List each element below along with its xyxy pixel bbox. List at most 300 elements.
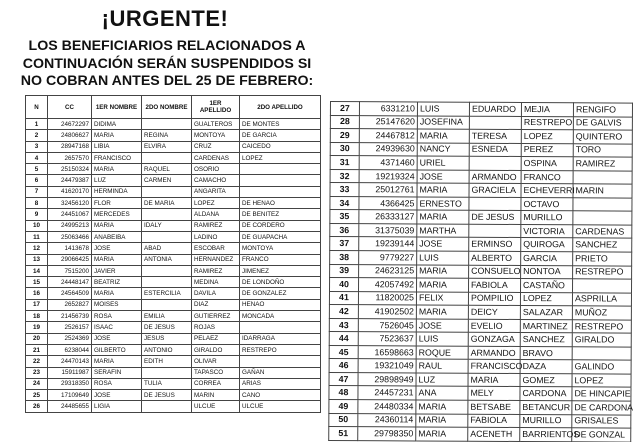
second-name-cell: DE JESUS bbox=[469, 211, 521, 225]
table-row bbox=[26, 175, 321, 186]
first-surname-cell: MARIN bbox=[192, 390, 240, 401]
second-name-cell: CONSUELO bbox=[469, 265, 521, 279]
second-surname-cell bbox=[572, 347, 631, 361]
cc-number-cell: 29318350 bbox=[48, 378, 92, 389]
first-surname-cell: BRAVO bbox=[520, 346, 572, 360]
first-name-cell: ROQUE bbox=[416, 346, 468, 360]
cc-number-cell: 29066425 bbox=[48, 254, 92, 265]
row-number-cell: 7 bbox=[26, 186, 48, 197]
second-surname-cell: LOPEZ bbox=[240, 152, 321, 163]
first-name-cell: LUIS bbox=[417, 251, 469, 265]
second-surname-cell bbox=[240, 164, 321, 175]
second-surname-cell: MARIN bbox=[573, 184, 632, 198]
first-surname-cell: ROJAS bbox=[192, 322, 240, 333]
second-name-cell: ERMINSO bbox=[469, 238, 521, 252]
row-number-cell: 43 bbox=[329, 318, 358, 332]
first-surname-cell: OSPINA bbox=[521, 157, 573, 171]
table-row bbox=[26, 265, 321, 276]
first-name-cell: MARIA bbox=[92, 356, 142, 367]
cc-number-cell: 29898949 bbox=[358, 373, 416, 387]
first-name-cell: LUZ bbox=[416, 373, 468, 387]
second-name-cell: GRACIELA bbox=[469, 184, 521, 198]
column-header-cc: CC bbox=[48, 96, 92, 119]
row-number-cell: 51 bbox=[329, 427, 358, 441]
first-surname-cell: RAMIREZ bbox=[192, 220, 240, 231]
second-name-cell: ELVIRA bbox=[142, 141, 192, 152]
row-number-cell: 10 bbox=[26, 220, 48, 231]
beneficiaries-table-right bbox=[328, 101, 633, 442]
cc-number-cell: 24485655 bbox=[48, 401, 92, 412]
first-surname-cell: DAVILA bbox=[192, 288, 240, 299]
row-number-cell: 47 bbox=[329, 372, 358, 386]
cc-number-cell: 2652827 bbox=[48, 299, 92, 310]
cc-number-cell: 41902502 bbox=[358, 305, 416, 319]
first-surname-cell: SALAZAR bbox=[520, 306, 572, 320]
column-header-n: N bbox=[26, 96, 48, 119]
first-name-cell: FRANCISCO bbox=[92, 152, 142, 163]
second-surname-cell: DE GARCIA bbox=[240, 130, 321, 141]
first-surname-cell: CASTAÑO bbox=[521, 279, 573, 293]
second-name-cell bbox=[142, 299, 192, 310]
second-surname-cell: RESTREPO bbox=[572, 320, 631, 334]
second-name-cell: ANTONIA bbox=[142, 254, 192, 265]
cc-number-cell: 24995213 bbox=[48, 220, 92, 231]
second-name-cell: EDUARDO bbox=[469, 102, 521, 116]
first-name-cell: MOISES bbox=[92, 299, 142, 310]
row-number-cell: 31 bbox=[330, 156, 359, 170]
first-name-cell: LIBIA bbox=[92, 141, 142, 152]
cc-number-cell: 6238044 bbox=[48, 344, 92, 355]
first-surname-cell: MURILLO bbox=[521, 211, 573, 225]
first-surname-cell: LOPEZ bbox=[520, 292, 572, 306]
second-surname-cell: DE HENAO bbox=[240, 198, 321, 209]
second-surname-cell bbox=[573, 211, 632, 225]
row-number-cell: 5 bbox=[26, 164, 48, 175]
subtitle-line: NO COBRAN ANTES DEL 25 DE FEBRERO: bbox=[20, 73, 314, 89]
first-surname-cell: CORREA bbox=[192, 378, 240, 389]
first-surname-cell: ANGARITA bbox=[192, 186, 240, 197]
second-name-cell bbox=[142, 152, 192, 163]
row-number-cell: 39 bbox=[330, 264, 359, 278]
second-surname-cell: MONTOYA bbox=[240, 243, 321, 254]
second-surname-cell bbox=[240, 186, 321, 197]
announcement-subtitle bbox=[8, 38, 326, 91]
first-name-cell: ERNESTO bbox=[417, 197, 469, 211]
cc-number-cell: 15911987 bbox=[48, 367, 92, 378]
cc-number-cell: 2657570 bbox=[48, 152, 92, 163]
first-name-cell: JOSE bbox=[417, 237, 469, 251]
cc-number-cell: 24672297 bbox=[48, 119, 92, 130]
first-name-cell: MARIA bbox=[416, 414, 468, 428]
second-surname-cell bbox=[573, 279, 632, 293]
second-name-cell bbox=[142, 367, 192, 378]
second-surname-cell bbox=[240, 322, 321, 333]
second-name-cell bbox=[469, 156, 521, 170]
table-row bbox=[26, 152, 321, 163]
row-number-cell: 18 bbox=[26, 311, 48, 322]
second-surname-cell bbox=[240, 175, 321, 186]
first-surname-cell: DIAZ bbox=[192, 299, 240, 310]
cc-number-cell: 24448147 bbox=[48, 277, 92, 288]
second-name-cell: MARIA bbox=[468, 373, 520, 387]
first-surname-cell: NONTOA bbox=[521, 265, 573, 279]
cc-number-cell: 7515200 bbox=[48, 265, 92, 276]
row-number-cell: 4 bbox=[26, 152, 48, 163]
second-surname-cell: GRISALES bbox=[572, 414, 631, 428]
row-number-cell: 25 bbox=[26, 390, 48, 401]
beneficiaries-table-left bbox=[25, 95, 321, 413]
first-name-cell: LUIS bbox=[416, 332, 468, 346]
cc-number-cell: 32456120 bbox=[48, 198, 92, 209]
row-number-cell: 32 bbox=[330, 169, 359, 183]
first-name-cell: DIDIMA bbox=[92, 119, 142, 130]
row-number-cell: 35 bbox=[330, 210, 359, 224]
first-surname-cell: LADINO bbox=[192, 231, 240, 242]
row-number-cell: 21 bbox=[26, 344, 48, 355]
first-name-cell: URIEL bbox=[417, 156, 469, 170]
row-number-cell: 37 bbox=[330, 237, 359, 251]
second-surname-cell: HENAO bbox=[240, 299, 321, 310]
page-title: ¡URGENTE! bbox=[101, 6, 229, 31]
first-surname-cell: CARDENAS bbox=[192, 152, 240, 163]
cc-number-cell: 2526157 bbox=[48, 322, 92, 333]
second-name-cell: DE JESUS bbox=[142, 322, 192, 333]
table-row bbox=[26, 401, 321, 412]
second-name-cell: DE JESUS bbox=[142, 390, 192, 401]
second-name-cell: DE MARIA bbox=[142, 198, 192, 209]
row-number-cell: 17 bbox=[26, 299, 48, 310]
row-number-cell: 2 bbox=[26, 130, 48, 141]
first-surname-cell: ECHEVERRI bbox=[521, 184, 573, 198]
second-surname-cell: ASPRILLA bbox=[572, 292, 631, 306]
table-header-row bbox=[26, 96, 321, 119]
second-surname-cell: GALINDO bbox=[572, 360, 631, 374]
second-surname-cell bbox=[240, 356, 321, 367]
second-name-cell bbox=[142, 265, 192, 276]
first-surname-cell: PEREZ bbox=[521, 143, 573, 157]
row-number-cell: 6 bbox=[26, 175, 48, 186]
second-surname-cell: DE GONZAL bbox=[572, 428, 631, 442]
cc-number-cell: 24564509 bbox=[48, 288, 92, 299]
row-number-cell: 42 bbox=[329, 305, 358, 319]
row-number-cell: 27 bbox=[330, 102, 359, 116]
table-row bbox=[26, 390, 321, 401]
second-name-cell bbox=[469, 116, 521, 130]
second-surname-cell: GAÑAN bbox=[240, 367, 321, 378]
first-name-cell: LIGIA bbox=[92, 401, 142, 412]
cc-number-cell: 19239144 bbox=[359, 237, 417, 251]
first-name-cell: MERCEDES bbox=[92, 209, 142, 220]
first-surname-cell: ULCUE bbox=[192, 401, 240, 412]
row-number-cell: 14 bbox=[26, 265, 48, 276]
second-name-cell: EVELIO bbox=[468, 319, 520, 333]
first-name-cell: JOSE bbox=[416, 319, 468, 333]
table-row bbox=[26, 356, 321, 367]
second-name-cell: FABIOLA bbox=[468, 414, 520, 428]
first-name-cell: MARIA bbox=[417, 210, 469, 224]
cc-number-cell: 17109649 bbox=[48, 390, 92, 401]
first-name-cell: MARIA bbox=[92, 288, 142, 299]
second-surname-cell: DE GONZALEZ bbox=[240, 288, 321, 299]
first-name-cell: MARIA bbox=[417, 183, 469, 197]
first-surname-cell: LOPEZ bbox=[521, 130, 573, 144]
row-number-cell: 38 bbox=[330, 251, 359, 265]
row-number-cell: 28 bbox=[330, 115, 359, 129]
cc-number-cell: 2524369 bbox=[48, 333, 92, 344]
row-number-cell: 49 bbox=[329, 400, 358, 414]
second-name-cell bbox=[142, 119, 192, 130]
first-surname-cell: ESCOBAR bbox=[192, 243, 240, 254]
cc-number-cell: 24470143 bbox=[48, 356, 92, 367]
row-number-cell: 45 bbox=[329, 345, 358, 359]
second-surname-cell: PRIETO bbox=[573, 252, 632, 266]
second-name-cell: FABIOLA bbox=[469, 278, 521, 292]
row-number-cell: 40 bbox=[330, 278, 359, 292]
first-surname-cell: MEJIA bbox=[521, 103, 573, 117]
second-surname-cell: DE GUAPACHA bbox=[240, 231, 321, 242]
row-number-cell: 9 bbox=[26, 209, 48, 220]
row-number-cell: 36 bbox=[330, 223, 359, 237]
first-surname-cell: RAMIREZ bbox=[192, 265, 240, 276]
column-header-first-name: 1ER NOMBRE bbox=[92, 96, 142, 119]
second-surname-cell: DE CARDONA bbox=[572, 401, 631, 415]
row-number-cell: 1 bbox=[26, 119, 48, 130]
second-name-cell: POMPILIO bbox=[468, 292, 520, 306]
table-row bbox=[26, 209, 321, 220]
first-name-cell: MARIA bbox=[92, 130, 142, 141]
second-name-cell: EMILIA bbox=[142, 311, 192, 322]
first-surname-cell: OSORIO bbox=[192, 164, 240, 175]
row-number-cell: 26 bbox=[26, 401, 48, 412]
first-name-cell: JOSEFINA bbox=[417, 116, 469, 130]
first-name-cell: MARIA bbox=[92, 220, 142, 231]
second-surname-cell: DE BENITEZ bbox=[240, 209, 321, 220]
first-name-cell: HERMINDA bbox=[92, 186, 142, 197]
second-surname-cell: DE GALVIS bbox=[573, 116, 632, 130]
second-name-cell: JESUS bbox=[142, 333, 192, 344]
cc-number-cell: 25012761 bbox=[359, 183, 417, 197]
cc-number-cell: 28947168 bbox=[48, 141, 92, 152]
cc-number-cell: 6331210 bbox=[359, 102, 417, 116]
first-name-cell: LUIS bbox=[417, 102, 469, 116]
table-row bbox=[26, 186, 321, 197]
first-name-cell: ROSA bbox=[92, 378, 142, 389]
first-surname-cell: HERNANDEZ bbox=[192, 254, 240, 265]
cc-number-cell: 24480334 bbox=[358, 400, 416, 414]
second-surname-cell bbox=[573, 198, 632, 212]
second-surname-cell: CARDENAS bbox=[573, 225, 632, 239]
second-name-cell: MELY bbox=[468, 387, 520, 401]
second-surname-cell: TORO bbox=[573, 143, 632, 157]
table-row bbox=[26, 288, 321, 299]
second-surname-cell: ULCUE bbox=[240, 401, 321, 412]
first-surname-cell: QUIROGA bbox=[521, 238, 573, 252]
first-surname-cell: MONTOYA bbox=[192, 130, 240, 141]
cc-number-cell: 24457231 bbox=[358, 386, 416, 400]
second-name-cell: TULIA bbox=[142, 378, 192, 389]
first-name-cell: JOSE bbox=[92, 333, 142, 344]
cc-number-cell: 24360114 bbox=[358, 413, 416, 427]
cc-number-cell: 24939630 bbox=[359, 142, 417, 156]
cc-number-cell: 24451067 bbox=[48, 209, 92, 220]
table-row bbox=[26, 141, 321, 152]
cc-number-cell: 29798350 bbox=[358, 427, 416, 441]
first-surname-cell: BARRIENTOS bbox=[520, 428, 572, 442]
second-surname-cell: RENGIFO bbox=[573, 103, 632, 117]
second-surname-cell: LOPEZ bbox=[572, 374, 631, 388]
cc-number-cell: 11820025 bbox=[358, 291, 416, 305]
row-number-cell: 50 bbox=[329, 413, 358, 427]
cc-number-cell: 19321049 bbox=[358, 359, 416, 373]
table-row bbox=[26, 198, 321, 209]
cc-number-cell: 41620170 bbox=[48, 186, 92, 197]
second-name-cell bbox=[142, 277, 192, 288]
row-number-cell: 22 bbox=[26, 356, 48, 367]
second-surname-cell: ARIAS bbox=[240, 378, 321, 389]
second-surname-cell: DE MONTES bbox=[240, 119, 321, 130]
second-surname-cell: FRANCO bbox=[240, 254, 321, 265]
row-number-cell: 16 bbox=[26, 288, 48, 299]
row-number-cell: 44 bbox=[329, 332, 358, 346]
second-name-cell: ESNEDA bbox=[469, 143, 521, 157]
first-name-cell: MARIA bbox=[416, 427, 468, 441]
first-surname-cell: GOMEZ bbox=[520, 373, 572, 387]
table-row bbox=[26, 119, 321, 130]
table-row bbox=[26, 243, 321, 254]
second-surname-cell: JIMENEZ bbox=[240, 265, 321, 276]
first-surname-cell: SANCHEZ bbox=[520, 333, 572, 347]
first-name-cell: MARIA bbox=[417, 278, 469, 292]
second-surname-cell: RESTREPO bbox=[573, 265, 632, 279]
cc-number-cell: 25150324 bbox=[48, 164, 92, 175]
first-surname-cell: CRUZ bbox=[192, 141, 240, 152]
first-name-cell: SERAFIN bbox=[92, 367, 142, 378]
second-surname-cell: IDARRAGA bbox=[240, 333, 321, 344]
row-number-cell: 24 bbox=[26, 378, 48, 389]
first-surname-cell: FRANCO bbox=[521, 170, 573, 184]
first-surname-cell: PELAEZ bbox=[192, 333, 240, 344]
first-name-cell: ANABEIBA bbox=[92, 231, 142, 242]
first-name-cell: MARTHA bbox=[417, 224, 469, 238]
subtitle-line: CONTINUACIÓN SERÁN SUSPENDIDOS SI bbox=[22, 55, 312, 72]
second-name-cell: ARMANDO bbox=[468, 346, 520, 360]
cc-number-cell: 9779227 bbox=[359, 251, 417, 265]
table-row bbox=[26, 378, 321, 389]
first-name-cell: ROSA bbox=[92, 311, 142, 322]
row-number-cell: 13 bbox=[26, 254, 48, 265]
first-name-cell: FELIX bbox=[416, 292, 468, 306]
second-surname-cell: MUÑOZ bbox=[572, 306, 631, 320]
row-number-cell: 30 bbox=[330, 142, 359, 156]
first-name-cell: RAUL bbox=[416, 359, 468, 373]
row-number-cell: 8 bbox=[26, 198, 48, 209]
cc-number-cell: 19219324 bbox=[359, 169, 417, 183]
column-header-second-name: 2DO NOMBRE bbox=[142, 96, 192, 119]
second-name-cell bbox=[469, 197, 521, 211]
first-surname-cell: GUALTEROS bbox=[192, 119, 240, 130]
second-surname-cell: MONCADA bbox=[240, 311, 321, 322]
first-name-cell: JOSE bbox=[92, 390, 142, 401]
second-name-cell: FRANCISCO bbox=[468, 360, 520, 374]
table-row bbox=[26, 322, 321, 333]
cc-number-cell: 21456739 bbox=[48, 311, 92, 322]
first-surname-cell: MURILLO bbox=[520, 414, 572, 428]
second-name-cell: TERESA bbox=[469, 129, 521, 143]
row-number-cell: 23 bbox=[26, 367, 48, 378]
second-name-cell bbox=[142, 231, 192, 242]
row-number-cell: 3 bbox=[26, 141, 48, 152]
second-name-cell: ACENETH bbox=[468, 427, 520, 441]
second-name-cell: GONZAGA bbox=[468, 333, 520, 347]
second-name-cell bbox=[142, 401, 192, 412]
first-surname-cell: GUTIERREZ bbox=[192, 311, 240, 322]
second-surname-cell: SANCHEZ bbox=[573, 238, 632, 252]
first-surname-cell: GARCIA bbox=[521, 252, 573, 266]
first-surname-cell: MEDINA bbox=[192, 277, 240, 288]
second-surname-cell: DE CORDERO bbox=[240, 220, 321, 231]
second-name-cell: DEICY bbox=[468, 305, 520, 319]
table-row bbox=[26, 254, 321, 265]
first-surname-cell: LOPEZ bbox=[192, 198, 240, 209]
first-surname-cell: ALDANA bbox=[192, 209, 240, 220]
second-name-cell: ESTERCILIA bbox=[142, 288, 192, 299]
cc-number-cell: 25063466 bbox=[48, 231, 92, 242]
table-row bbox=[26, 333, 321, 344]
second-surname-cell bbox=[573, 171, 632, 185]
second-surname-cell: CANO bbox=[240, 390, 321, 401]
first-surname-cell: DAZA bbox=[520, 360, 572, 374]
subtitle-line: LOS BENEFICIARIOS RELACIONADOS A bbox=[28, 38, 306, 54]
second-name-cell bbox=[142, 186, 192, 197]
second-surname-cell: CAICEDO bbox=[240, 141, 321, 152]
table-row bbox=[26, 299, 321, 310]
cc-number-cell: 24623125 bbox=[359, 264, 417, 278]
table-row bbox=[26, 164, 321, 175]
second-name-cell: ANTONIO bbox=[142, 344, 192, 355]
row-number-cell: 33 bbox=[330, 183, 359, 197]
first-surname-cell: CAMACHO bbox=[192, 175, 240, 186]
first-surname-cell: RESTREPO bbox=[521, 116, 573, 130]
second-name-cell: RAQUEL bbox=[142, 164, 192, 175]
row-number-cell: 20 bbox=[26, 333, 48, 344]
cc-number-cell: 25147620 bbox=[359, 115, 417, 129]
second-name-cell: IDALY bbox=[142, 220, 192, 231]
cc-number-cell: 4366425 bbox=[359, 196, 417, 210]
cc-number-cell: 24806627 bbox=[48, 130, 92, 141]
row-number-cell: 19 bbox=[26, 322, 48, 333]
second-name-cell: BETSABE bbox=[468, 400, 520, 414]
first-name-cell: BEATRIZ bbox=[92, 277, 142, 288]
table-row bbox=[26, 344, 321, 355]
table-row bbox=[26, 367, 321, 378]
cc-number-cell: 7523637 bbox=[358, 332, 416, 346]
second-name-cell bbox=[142, 209, 192, 220]
second-surname-cell: DE HINCAPIE bbox=[572, 387, 631, 401]
first-surname-cell: MARTINEZ bbox=[520, 319, 572, 333]
table-row bbox=[26, 311, 321, 322]
first-name-cell: MARIA bbox=[416, 305, 468, 319]
cc-number-cell: 31375039 bbox=[359, 224, 417, 238]
first-name-cell: MARIA bbox=[92, 164, 142, 175]
row-number-cell: 46 bbox=[329, 359, 358, 373]
cc-number-cell: 24479387 bbox=[48, 175, 92, 186]
first-surname-cell: CARDONA bbox=[520, 387, 572, 401]
table-row bbox=[26, 277, 321, 288]
first-name-cell: MARIA bbox=[417, 129, 469, 143]
second-surname-cell: QUINTERO bbox=[573, 130, 632, 144]
second-surname-cell: DE LONDOÑO bbox=[240, 277, 321, 288]
first-name-cell: LUZ bbox=[92, 175, 142, 186]
